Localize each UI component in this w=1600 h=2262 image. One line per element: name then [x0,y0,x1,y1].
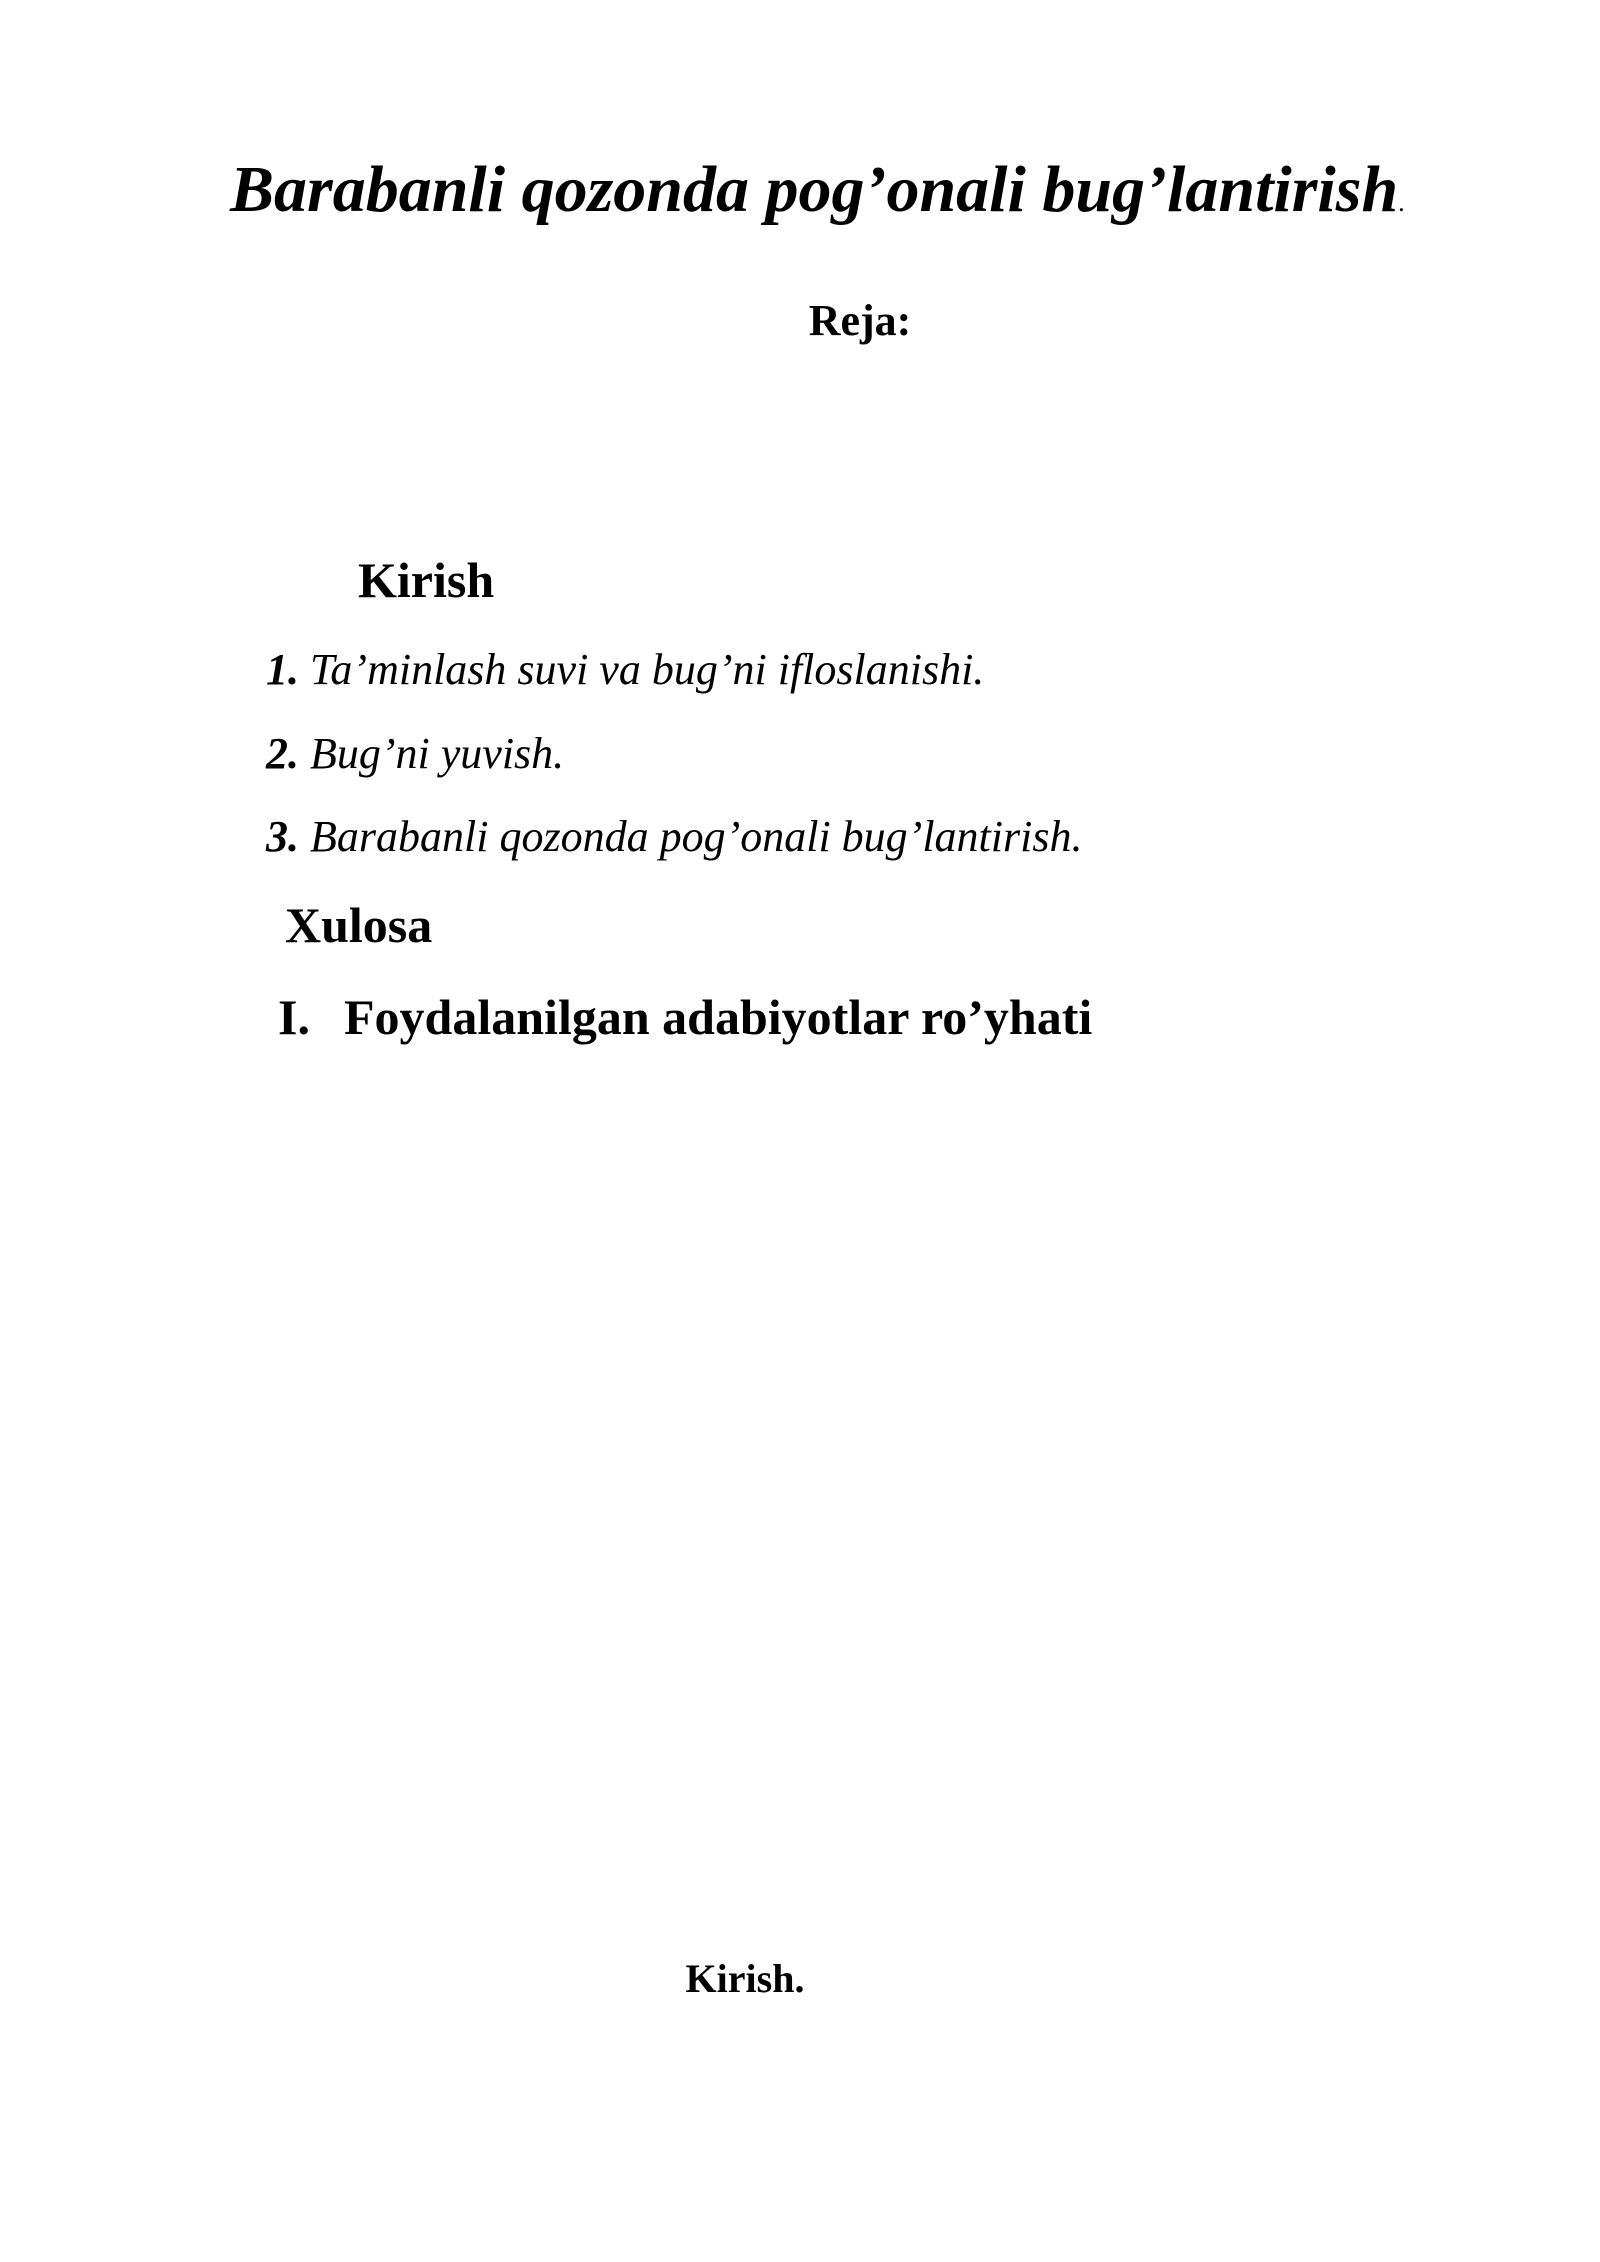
document-title-text: Barabanli qozonda pog’onali bug’lantirish [230,153,1399,226]
document-title-period: . [1398,188,1405,217]
plan-item-number: 3. [266,812,299,861]
document-title [230,150,1405,229]
plan-item-number: 1. [266,645,299,694]
plan-item [266,728,564,781]
references-text: Foydalanilgan adabiyotlar ro’yhati [344,989,1093,1045]
plan-item-number: 2. [266,729,299,778]
plan-heading: Reja: [808,296,912,345]
section-heading-kirish: Kirish. [685,1956,805,2001]
plan-item [266,644,984,697]
plan-item-text: Ta’minlash suvi va bug’ni ifloslanishi. [310,645,985,694]
references-heading [278,987,1092,1047]
intro-heading: Kirish [358,552,495,608]
references-numeral: I. [278,989,310,1045]
conclusion-heading: Xulosa [285,897,433,953]
plan-item-text: Barabanli qozonda pog’onali bug’lantirish. [310,812,1083,861]
plan-item-text: Bug’ni yuvish. [310,729,565,778]
plan-item [266,811,1082,864]
